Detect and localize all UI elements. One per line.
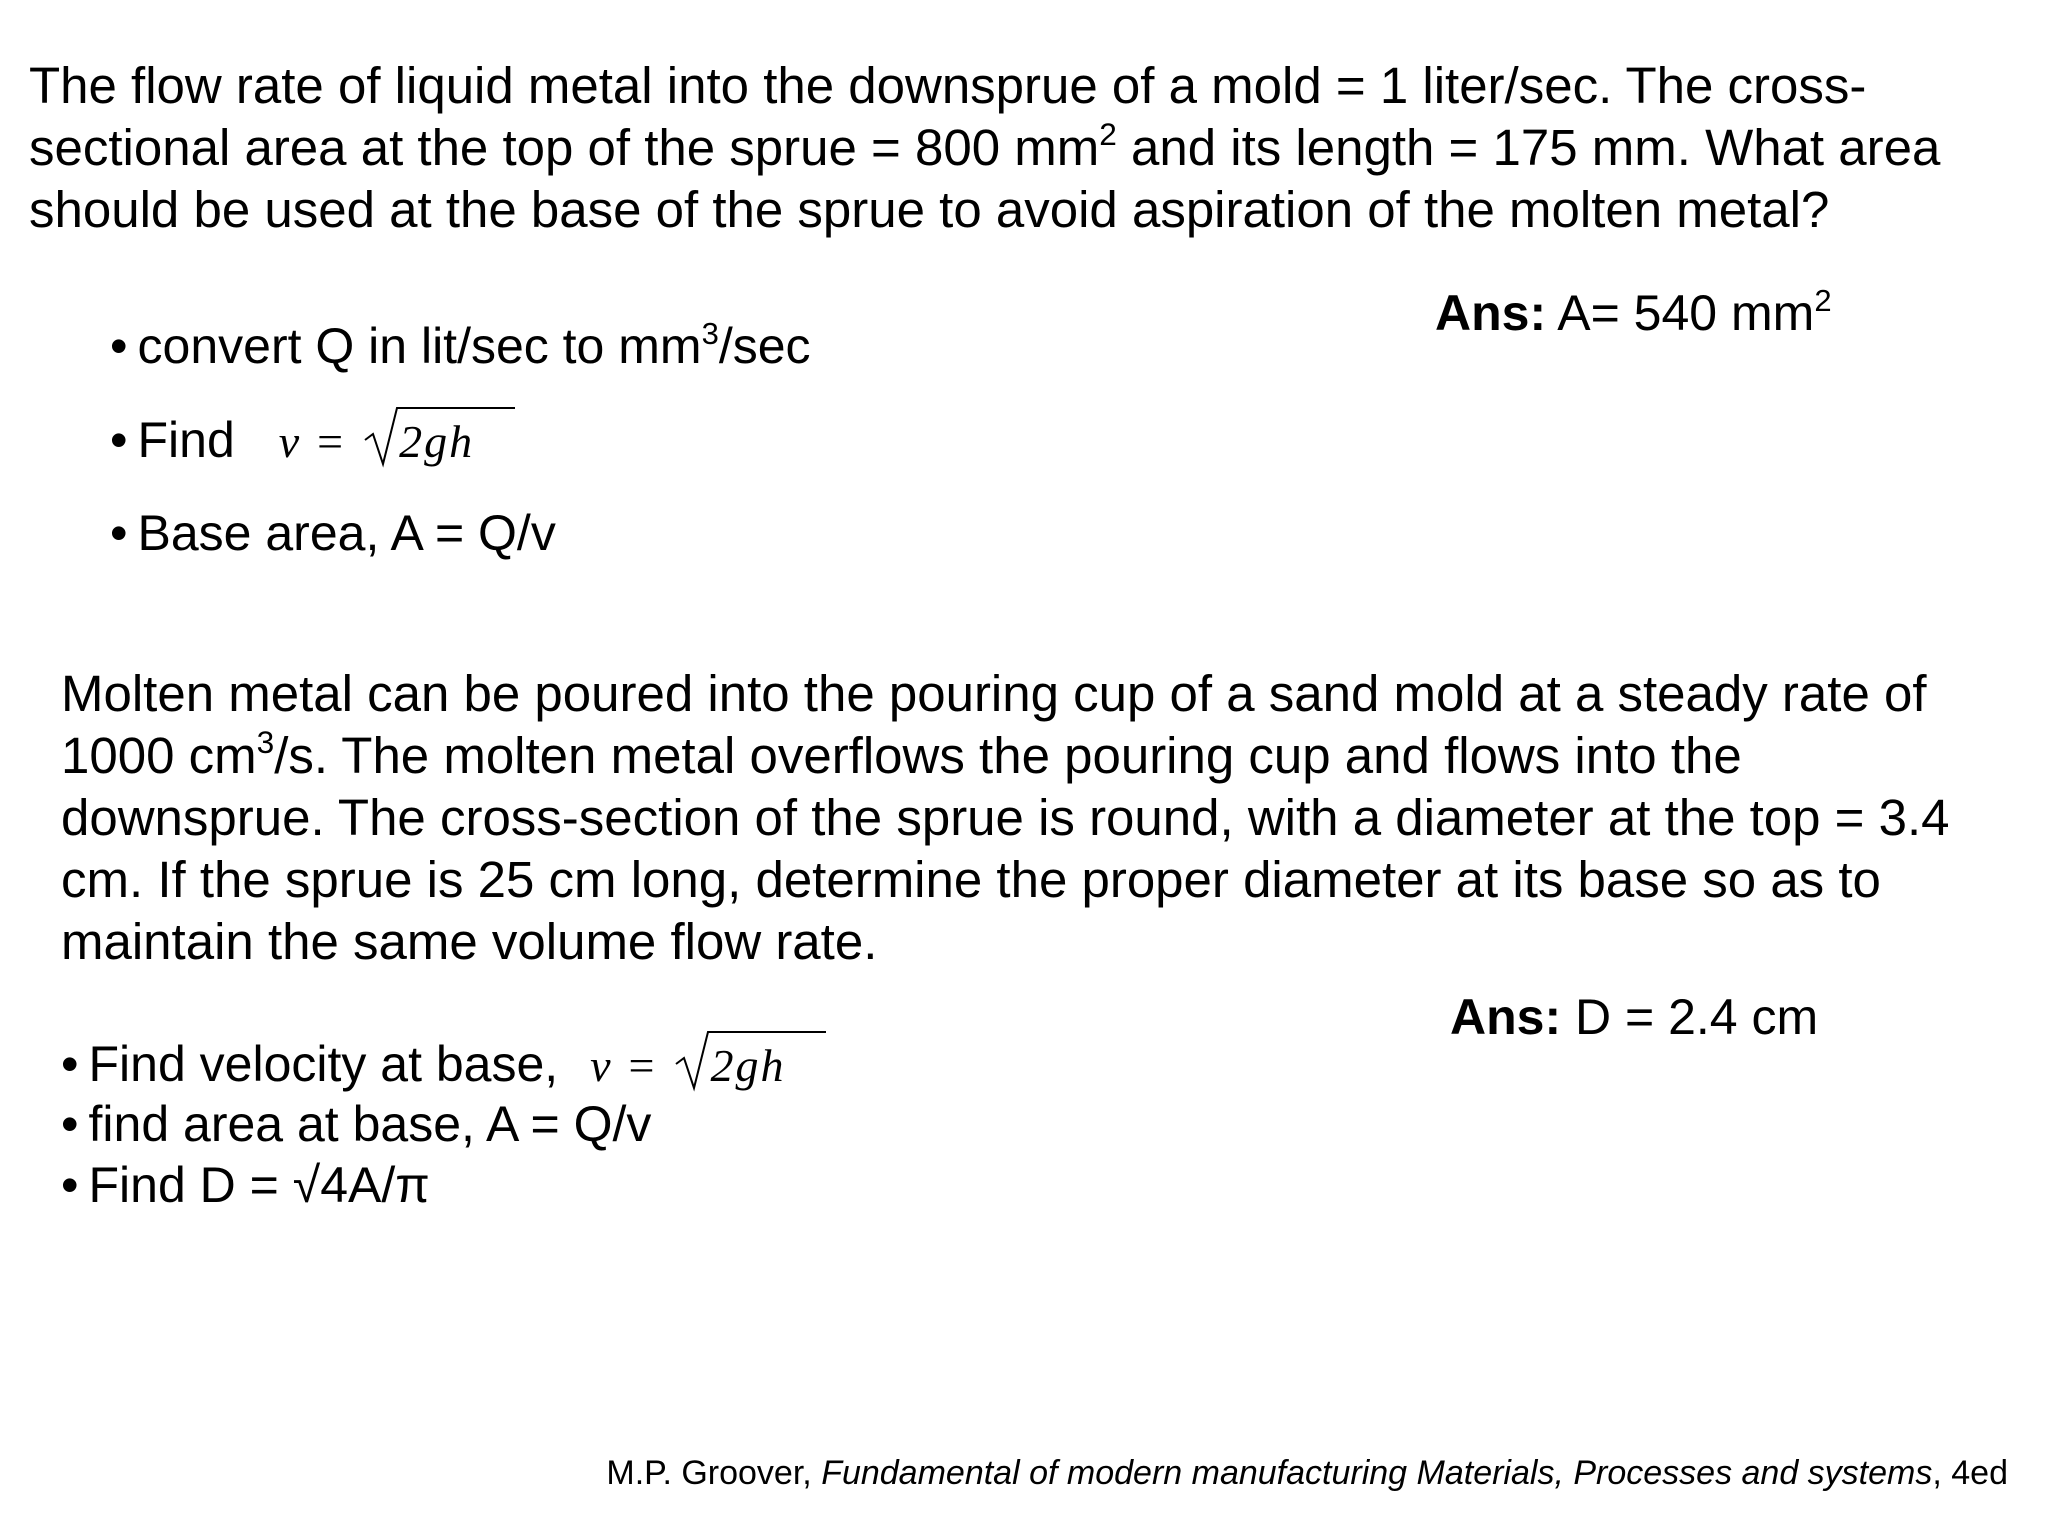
- problem1-bullet-2: • Find v = 2gh: [110, 410, 494, 472]
- problem1-bullet-1: • convert Q in lit/sec to $mm^3/\sec$: [110, 315, 811, 374]
- problem2-answer: [1450, 988, 1818, 1046]
- problem1-text: [29, 55, 1940, 241]
- square-root: 2gh: [365, 412, 494, 472]
- velocity-formula: v = 2gh: [279, 412, 494, 472]
- problem2-line4: cm. If the sprue is 25 cm long, determine the proper diameter at its base so as to: [61, 851, 1881, 908]
- problem1-line1: The flow rate of liquid metal into the downsprue of a mold = 1 liter/sec. The cross-: [29, 57, 1867, 114]
- problem2-text: [61, 663, 1950, 973]
- problem2-line2: 1000 $cm^3/s$. The molten metal overflows the pouring cup and flows into the: [61, 724, 1742, 784]
- problem2-line5: maintain the same volume flow rate.: [61, 913, 878, 970]
- answer-label: Ans:: [1435, 285, 1547, 341]
- citation-author: M.P. Groover,: [606, 1454, 822, 1492]
- problem2-line3: downsprue. The cross-section of the sprue is round, with a diameter at the top = 3.4: [61, 789, 1950, 846]
- citation-edition: , 4ed: [1932, 1454, 2008, 1492]
- answer-value: A= 540 mm: [1546, 285, 1815, 341]
- radical-sign-icon: [676, 1022, 826, 1092]
- problem1-line3: should be used at the base of the sprue to avoid aspiration of the molten metal?: [29, 181, 1830, 238]
- problem1-line2: sectional area at the top of the sprue = 800 $mm^2$ and its length = 175 mm. What area: [29, 116, 1941, 176]
- problem1-answer: Ans: A= 540 $mm^2$: [1435, 282, 1832, 341]
- problem2-bullet-3: • Find D = √4A/π: [61, 1157, 430, 1213]
- problem1-bullet-3: • Base area, A = Q/v: [110, 505, 556, 561]
- problem2-bullet-2: • find area at base, A = Q/v: [61, 1096, 652, 1152]
- citation-title: Fundamental of modern manufacturing Materials, Processes and systems: [821, 1454, 1933, 1492]
- answer-value: D = 2.4 cm: [1561, 989, 1819, 1045]
- problem2-line1: Molten metal can be poured into the pouring cup of a sand mold at a steady rate of: [61, 665, 1927, 722]
- velocity-formula: v = 2gh: [590, 1036, 805, 1096]
- problem2-bullet-1: • Find velocity at base, v = 2gh: [61, 1034, 805, 1096]
- radical-sign-icon: [365, 398, 515, 468]
- answer-label: Ans:: [1450, 989, 1562, 1045]
- citation: [606, 1454, 2008, 1493]
- square-root: 2gh: [676, 1036, 805, 1096]
